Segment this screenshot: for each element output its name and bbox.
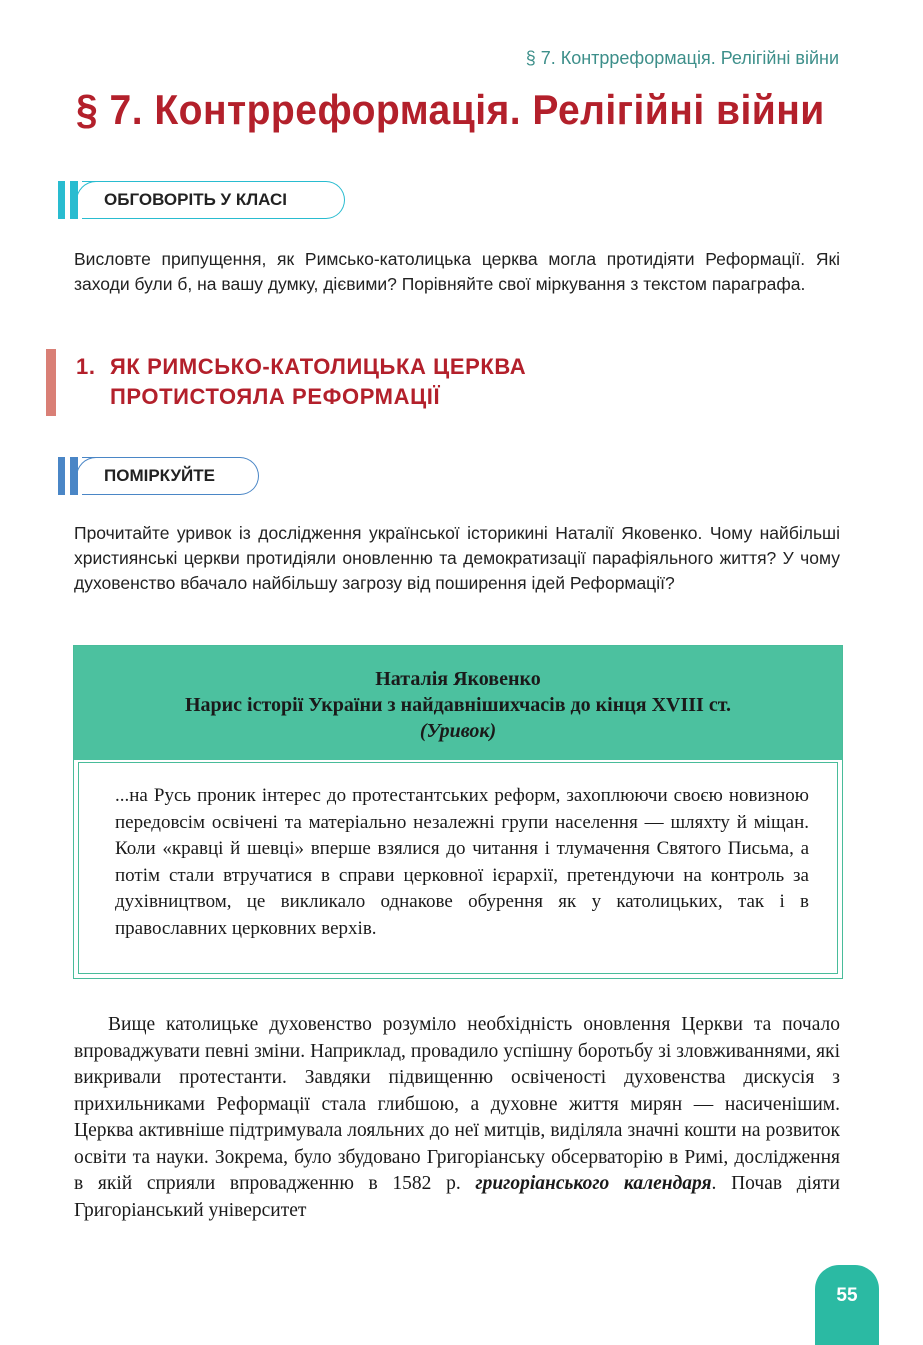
main-text	[74, 1012, 840, 1224]
section-heading	[76, 352, 526, 412]
source-work: Нарис історії України з найдавнішихчасів до кінця XVIII ст.	[184, 694, 732, 716]
key-term: григоріанського календаря	[475, 1173, 712, 1194]
source-header	[74, 646, 842, 760]
tag-bar	[58, 457, 65, 495]
think-label: ПОМІРКУЙТЕ	[82, 457, 259, 495]
discuss-label: ОБГОВОРІТЬ У КЛАСІ	[82, 181, 345, 219]
section-marker	[46, 349, 56, 416]
source-author: Наталія Яковенко	[375, 668, 541, 690]
main-text-part2: . Почав діяти Григоріанський університет	[74, 1173, 840, 1221]
source-note: (Уривок)	[419, 720, 497, 742]
tag-bar	[58, 181, 65, 219]
source-body	[78, 762, 838, 974]
main-text-part1: Вище католицьке духовенство розуміло необхідність оновлення Церкви та почало впроваджувати певні зміни. Наприклад, провадило успішну боротьбу зі зловживаннями, які викривали протестанти. Завдяки підвищенню освіченості духовенства дискусія з прихильниками Реформації стала глибшою, а духовне життя мирян — насиченішим. Церква активніше підтримувала лояльних до неї митців, виділяла значні кошти на розвиток освіти та науки. Зокрема, було збудовано Григоріанську обсерваторію в Римі, дослідження в якій сприяли впровадженню в 1582 р.	[74, 1014, 840, 1194]
source-quote: ...на Русь проник інтерес до протестантських реформ, захоплюючи своєю новизною передовсім освічені та матеріально незалежні групи населення — шляхту й міщан. Коли «кравці й шевці» вперше взялися до читання і тлумачення Святого Письма, а потім стали втручатися в справи церковної ієрархії, претендуючи на контроль за духівництвом, це викликало однакове обурення як у католицьких, так і в православних церковних верхів.	[115, 785, 809, 939]
section-title-line1: ЯК РИМСЬКО-КАТОЛИЦЬКА ЦЕРКВА	[110, 354, 527, 379]
discuss-text: Висловте припущення, як Римсько-католицька церква могла протидіяти Реформації. Які заходи були б, на вашу думку, дієвими? Порівняйте свої міркування з текстом параграфа.	[74, 249, 840, 294]
page-number: 55	[836, 1285, 858, 1306]
page-title: § 7. Контрреформація. Релігійні війни	[76, 86, 825, 133]
section-title-line2: ПРОТИСТОЯЛА РЕФОРМАЦІЇ	[110, 384, 441, 409]
running-head: § 7. Контрреформація. Релігійні війни	[525, 48, 839, 68]
source-box	[73, 645, 843, 979]
think-text: Прочитайте уривок із дослідження української історикині Наталії Яковенко. Чому найбільші християнські церкви протидіяли оновленню та демократизації парафіяльного життя? У чому духовенство вбачало найбільшу загрозу від поширення ідей Реформації?	[74, 523, 840, 593]
page-number-badge	[815, 1265, 879, 1345]
section-number: 1.	[76, 354, 96, 379]
